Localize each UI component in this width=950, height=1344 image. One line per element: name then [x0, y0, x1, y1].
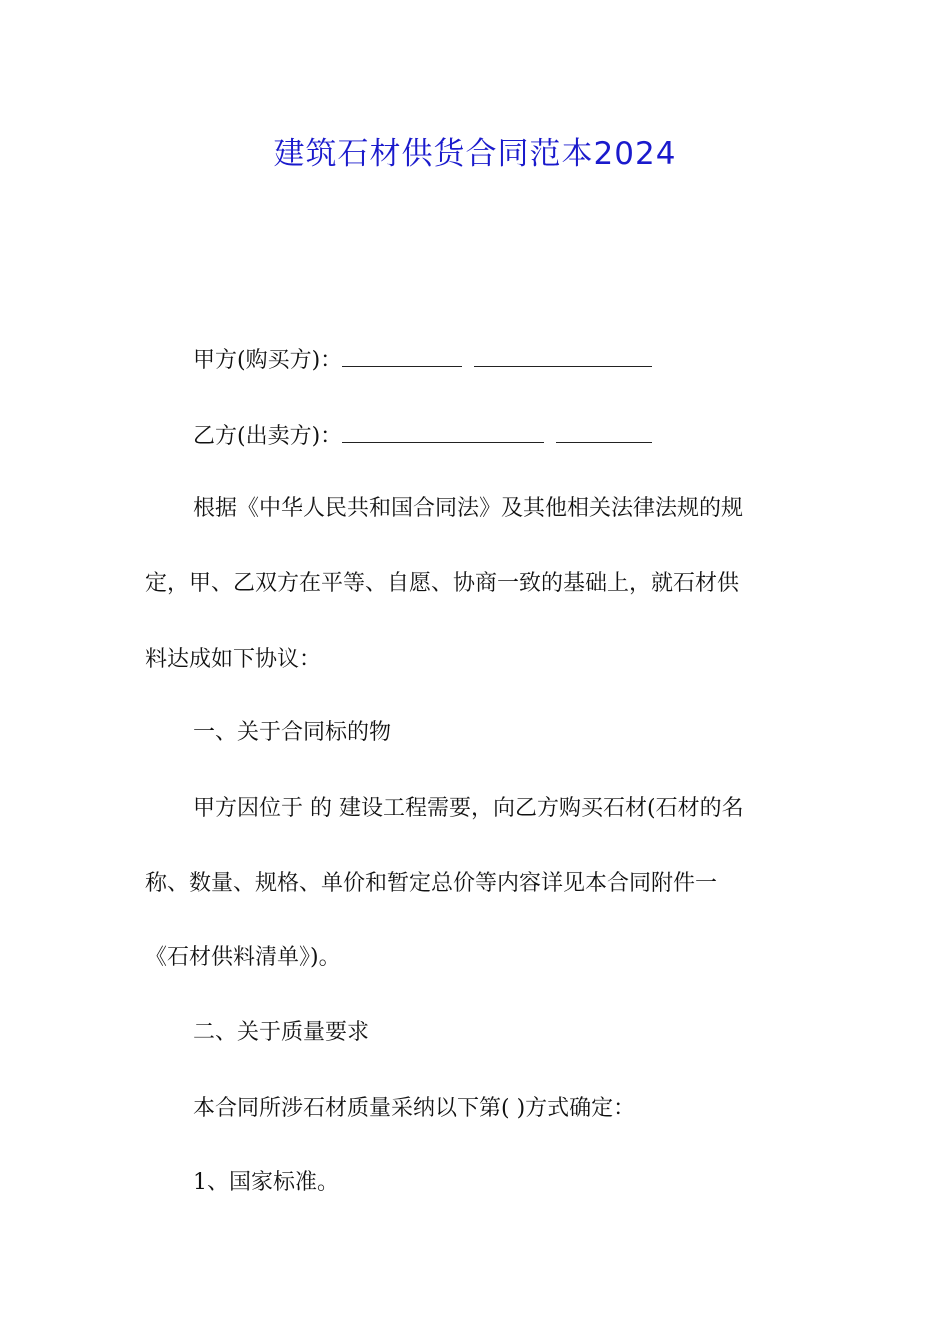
paragraph-2-line-3: 《石材供料清单》)。 — [145, 945, 341, 970]
list-item-1: 1、国家标准。 — [193, 1170, 339, 1195]
section-2-heading: 二、关于质量要求 — [193, 1020, 370, 1045]
party-a-blank-2[interactable] — [474, 344, 652, 367]
section-1-heading: 一、关于合同标的物 — [193, 720, 392, 745]
party-a-label: 甲方(购买方)： — [193, 348, 343, 373]
party-a-blank-1[interactable] — [342, 344, 462, 367]
party-b-blank-1[interactable] — [342, 420, 544, 443]
paragraph-1-line-2: 定，甲、乙双方在平等、自愿、协商一致的基础上，就石材供 — [145, 571, 740, 596]
paragraph-3-line-1: 本合同所涉石材质量采纳以下第( )方式确定： — [193, 1096, 636, 1121]
party-b-line — [193, 420, 810, 452]
paragraph-2-line-2: 称、数量、规格、单价和暂定总价等内容详见本合同附件一 — [145, 871, 718, 896]
document-title: 建筑石材供货合同范本2024 — [273, 136, 677, 172]
paragraph-1-line-3: 料达成如下协议： — [145, 647, 322, 672]
paragraph-2-line-1: 甲方因位于 的 建设工程需要，向乙方购买石材(石材的名 — [193, 796, 744, 821]
party-b-label: 乙方(出卖方)： — [193, 424, 343, 449]
party-a-line — [193, 344, 810, 376]
paragraph-1-line-1: 根据《中华人民共和国合同法》及其他相关法律法规的规 — [193, 496, 744, 521]
party-b-blank-2[interactable] — [556, 420, 652, 443]
